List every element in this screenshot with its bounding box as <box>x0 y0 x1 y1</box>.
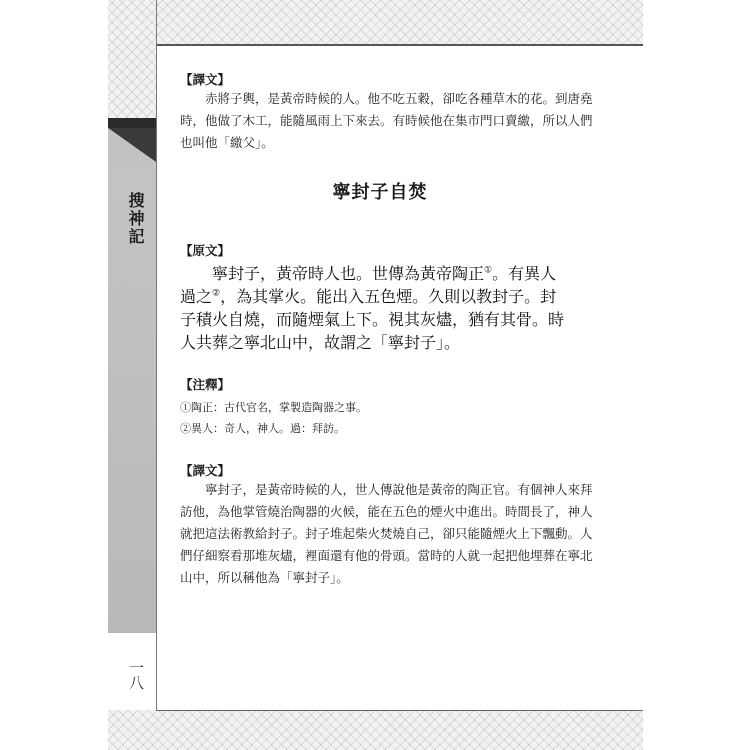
side-tab <box>108 0 157 750</box>
footnote-marker-2: ② <box>212 288 221 299</box>
footnote-marker-1: ① <box>484 265 493 276</box>
original-text-label: 【原文】 <box>180 243 231 258</box>
notes-list <box>180 397 598 439</box>
note-item: ①陶正：古代官名，掌製造陶器之事。 <box>180 401 367 414</box>
original-text-part-3: ，為其掌火。能出入五色煙。久則以教封子。封子積火自燒，而隨煙氣上下。視其灰燼，猶有其骨。時人共葬之寧北山中，故謂之「寧封子」。 <box>180 287 565 352</box>
bottom-decorative-border <box>108 710 643 750</box>
original-text-part-1: 寧封子，黃帝時人也。世傳為黃帝陶正 <box>212 264 485 283</box>
original-text-part-2: 。有異人過之 <box>180 264 557 306</box>
translation-label-2: 【譯文】 <box>180 463 231 478</box>
top-decorative-border <box>108 0 643 45</box>
top-border-line <box>156 44 643 46</box>
translation-paragraph-1: 赤將子輿，是黃帝時候的人。他不吃五穀，卻吃各種草木的花。到唐堯時，他做了木工，能隨風雨上下來去。有時候他在集市門口賣繳，所以人們也叫他「繳父」。 <box>180 91 593 150</box>
original-text <box>180 262 568 354</box>
section-title: 寧封子自焚 <box>332 182 428 203</box>
note-item: ②異人：奇人，神人。過：拜訪。 <box>180 422 345 435</box>
translation-text-1 <box>180 88 598 154</box>
translation-paragraph-2: 寧封子，是黃帝時候的人，世人傳說他是黃帝的陶正官。有個神人來拜訪他，為他掌管燒治陶器的火候，能在五色的煙火中進出。時間長了，神人就把這法術教給封子。封子堆起柴火焚燒自己，卻只能隨煙火上下飄動。人們仔細察看那堆灰燼，裡面還有他的骨頭。當時的人就一起把他埋葬在寧北山中，所以稱他為「寧封子」。 <box>180 482 593 585</box>
notes-label: 【注釋】 <box>180 377 231 392</box>
side-tab-dark-stripe <box>108 118 156 128</box>
side-tab-wedge <box>108 128 156 162</box>
book-title: 搜神記 <box>126 192 145 246</box>
translation-text-2 <box>180 479 598 589</box>
bottom-border-line <box>156 710 643 711</box>
original-paragraph <box>180 262 568 354</box>
side-tab-pattern-top <box>108 0 156 118</box>
page-number: 一八 <box>127 660 145 690</box>
translation-label-1: 【譯文】 <box>180 72 231 87</box>
